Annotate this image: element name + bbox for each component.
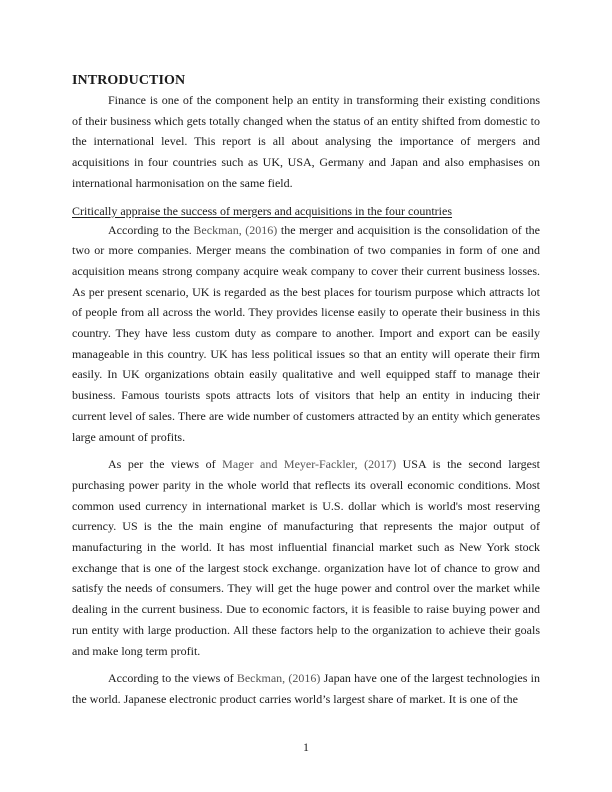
paragraph-text: According to the <box>108 222 194 237</box>
subsection-heading: Critically appraise the success of mergers and acquisitions in the four countries <box>72 203 453 218</box>
body-paragraph-japan <box>72 668 540 709</box>
paragraph-text: Japan have one of the largest technologies in the world. Japanese electronic product carries world’s largest share of market. It is one of the <box>72 671 540 706</box>
body-paragraph-uk <box>72 220 540 448</box>
page-content <box>72 72 540 710</box>
citation: Beckman, (2016) <box>193 222 278 237</box>
section-heading: INTRODUCTION <box>72 73 186 88</box>
citation: Beckman, (2016) <box>236 671 321 686</box>
body-paragraph-usa <box>72 454 540 661</box>
intro-paragraph: Finance is one of the component help an entity in transforming their existing conditions of their business which gets totally changed when the status of an entity shifted from domestic to the international level. This report is all about analysing the importance of mergers and acquisitions in four countries such as UK, USA, Germany and Japan and also emphasises on international harmonisation on the same field. <box>72 93 540 190</box>
page-number: 1 <box>303 740 309 754</box>
citation: Mager and Meyer-Fackler, (2017) <box>222 457 397 472</box>
paragraph-text: the merger and acquisition is the consolidation of the two or more companies. Merger means the combination of two companies in form of one and acquisition means strong company acquire weak company to cover their current business losses. As per present scenario, UK is regarded as the best places for tourism purpose which attracts lot of people from all across the world. They provides license easily to operate their business in this country. They have less custom duty as compare to another. Import and export can be easily manageable in this country. UK has less political issues so that an entity will operate their firm easily. In UK organizations obtain easily qualitative and well equipped staff to manage their business. Famous tourists spots attracts lots of visitors that help an entity in inducing their current level of sales. There are wide number of customers attracted by an entity which generates large amount of profits. <box>72 222 540 444</box>
paragraph-text: As per the views of <box>108 457 223 472</box>
paragraph-text: According to the views of <box>108 671 237 686</box>
paragraph-text: USA is the second largest purchasing power parity in the whole world that reflects its overall economic conditions. Most common used currency in international market is U.S. dollar which is world's most reserving currency. US is the the main engine of manufacturing that represents the major output of manufacturing in the world. It has most influential financial market such as New York stock exchange that is one of the largest stock exchange. organization have lot of chance to grow and satisfy the needs of consumers. They will get the huge power and control over the market while dealing in the current business. Due to economic factors, it is feasible to raise buying power and run entity with large production. All these factors help to the organization to achieve their goals and make long term profit. <box>72 457 541 658</box>
